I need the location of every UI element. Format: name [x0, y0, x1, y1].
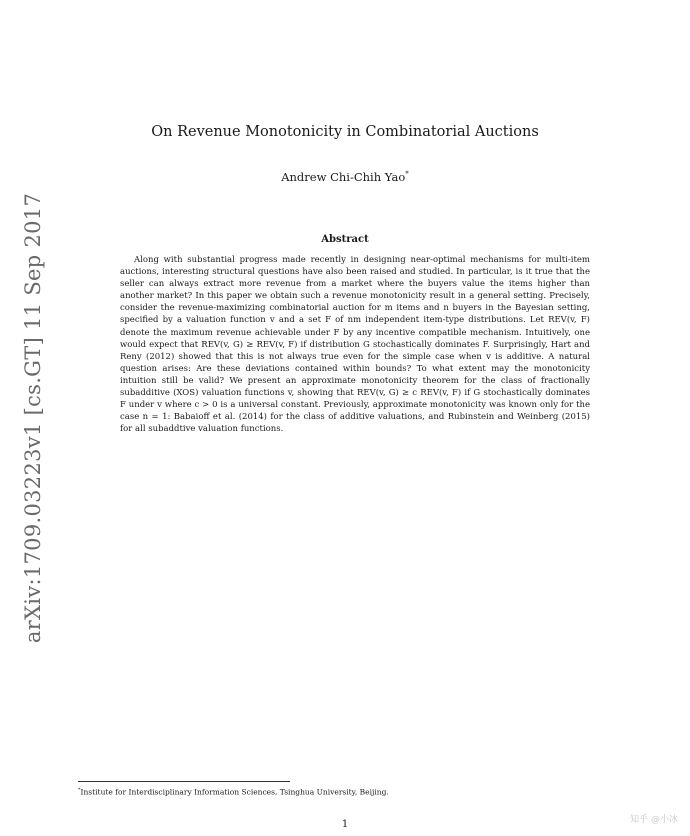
abstract-text: Along with substantial progress made recently in designing near-optimal mechanisms for multi-item auctions, interesting structural questions have also been raised and studied. In particular, is it true that the seller can always extract more revenue from a market where the buyers value the items higher than another market? In this paper we obtain such a revenue monotonicity result in a general setting. Precisely, consider the revenue-maximizing combinatorial auction for m items and n buyers in the Bayesian setting, specified by a valuation function v and a set F of nm independent item-type distributions. Let REV(v, F) denote the maximum revenue achievable under F by any incentive compatible mechanism. Intuitively, one would expect that REV(v, G) ≥ REV(v, F) if distribution G stochastically dominates F. Surprisingly, Hart and Reny (2012) showed that this is not always true even for the simple case when v is additive. A natural question arises: Are these deviations contained within bounds? To what extent may the monotonicity intuition still be valid? We present an approximate monotonicity theorem for the class of fractionally subadditive (XOS) valuation functions v, showing that REV(v, G) ≥ c REV(v, F) if G stochastically dominates F under v where c > 0 is a universal constant. Previously, approximate monotonicity was known only for the case n = 1: Babaioff et al. (2014) for the class of additive valuations, and Rubinstein and Weinberg (2015) for all subaddtive valuation functions. [120, 255, 590, 435]
footnote-text: Institute for Interdisciplinary Information Sciences, Tsinghua University, Beijing. [80, 787, 389, 797]
footnote [78, 787, 389, 797]
paper-title: On Revenue Monotonicity in Combinatorial Auctions [151, 124, 539, 140]
author-line [0, 170, 690, 184]
abstract-heading: Abstract [321, 234, 369, 245]
footnote-mark: * [78, 787, 81, 793]
author-footnote-mark: * [405, 170, 409, 179]
page-number: 1 [341, 819, 349, 830]
watermark: 知乎 @小冰 [630, 815, 678, 825]
author-name: Andrew Chi-Chih Yao [281, 170, 406, 184]
footnote-rule [78, 781, 290, 782]
arxiv-identifier: arXiv:1709.03223v1 [cs.GT] 11 Sep 2017 [21, 192, 45, 644]
